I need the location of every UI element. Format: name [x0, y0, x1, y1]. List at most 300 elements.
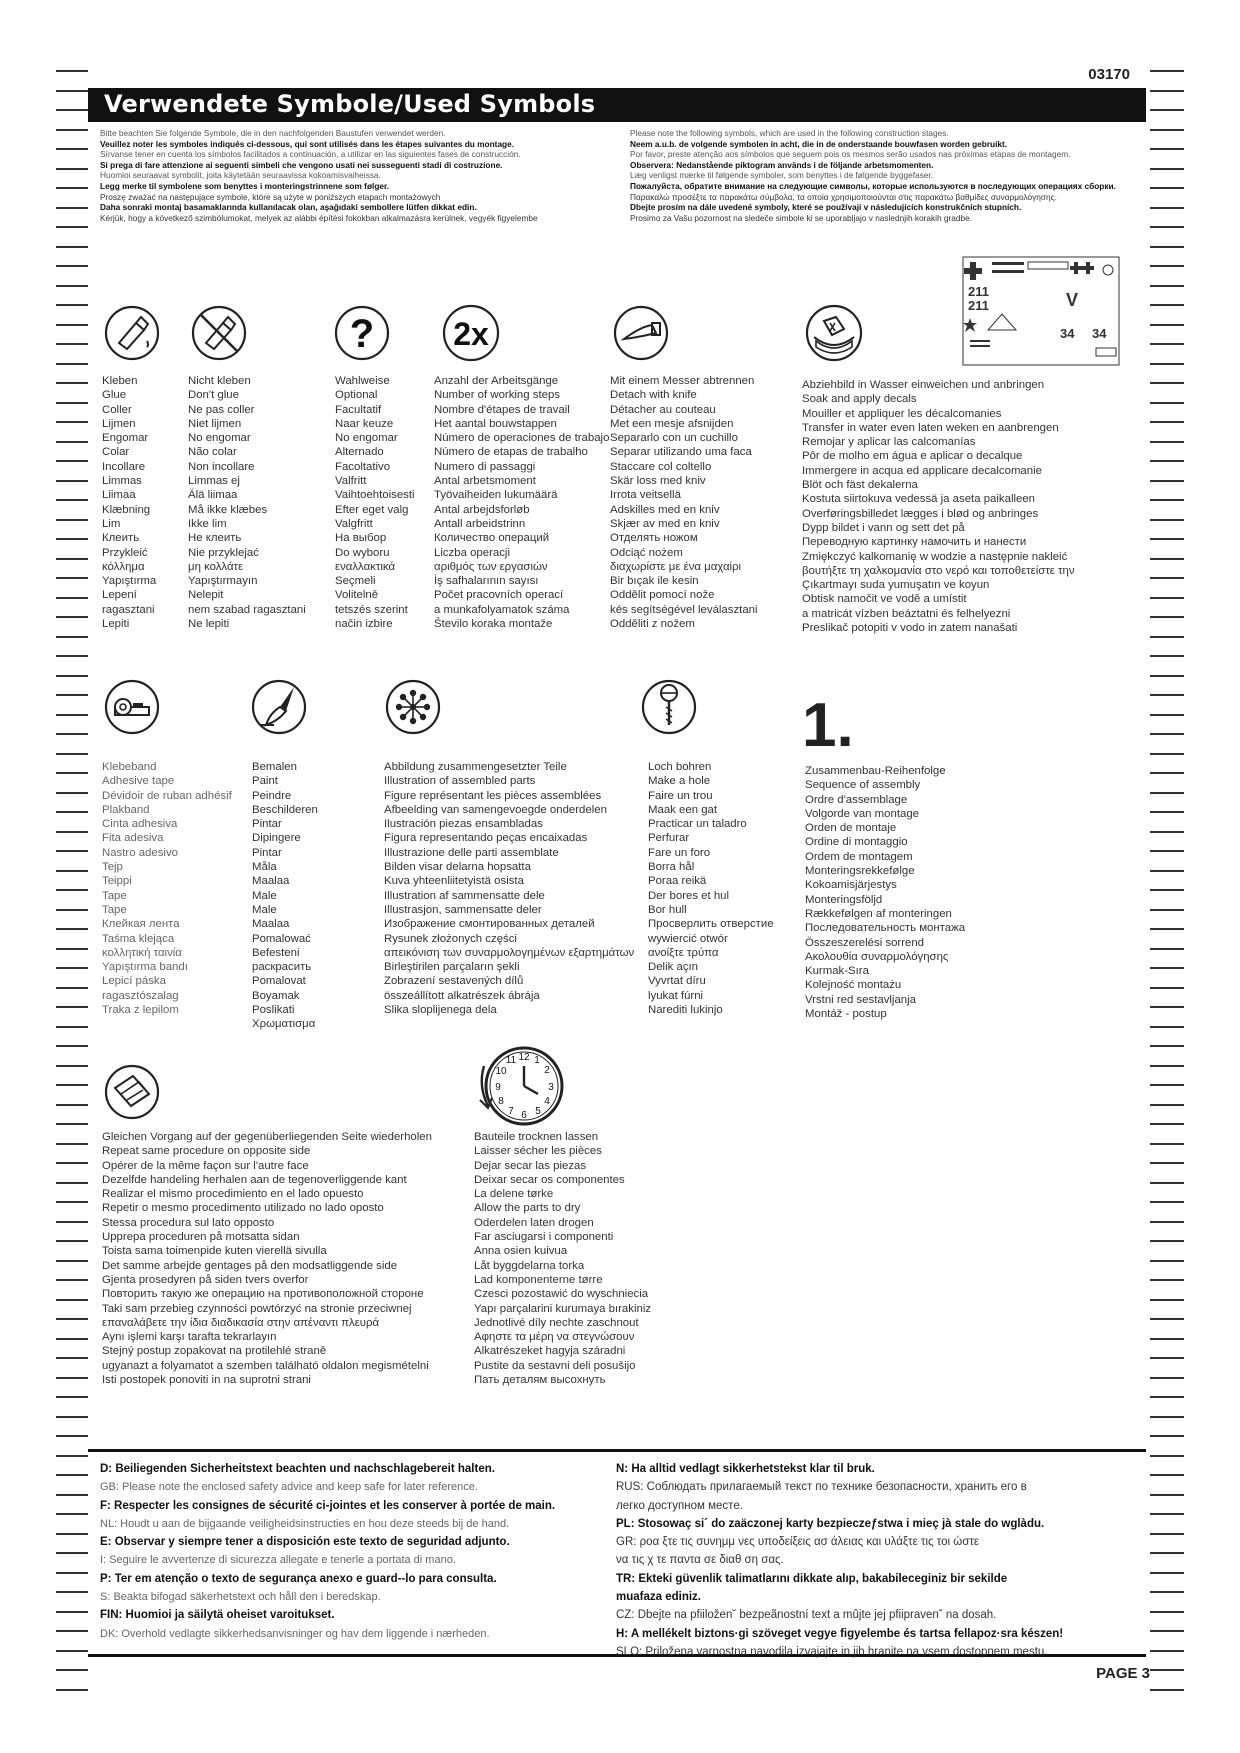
margin-tick [56, 714, 88, 716]
margin-tick [56, 1162, 88, 1164]
paint-labels [252, 760, 318, 1032]
label-line: ανοίξτε τρύπα [648, 946, 719, 959]
label-line: Orden de montaje [805, 822, 897, 835]
label-line: Lijmen [102, 417, 136, 430]
margin-tick [56, 1533, 88, 1535]
margin-tick [1150, 889, 1184, 891]
label-line: kés segítségével leválasztani [610, 603, 758, 616]
label-line: Ordre d'assemblage [805, 793, 908, 806]
page-code: 03170 [1088, 66, 1130, 83]
label-line: Det samme arbejde gentages på den modsatliggende side [102, 1259, 398, 1272]
text-line: Observera: Nedanstående piktogram används i de följande arbetsmomenten. [630, 159, 934, 170]
margin-tick [56, 343, 88, 345]
label-line: Nicht kleben [188, 375, 251, 387]
label-line: Coller [102, 403, 132, 416]
margin-tick [56, 519, 88, 521]
safety-left [100, 1460, 555, 1643]
label-line: Odciąć nożem [610, 546, 683, 559]
label-line: Upprepa proceduren på motsatta sidan [102, 1231, 300, 1244]
margin-tick [1150, 597, 1184, 599]
margin-tick [56, 1182, 88, 1184]
label-line: Limmas [102, 475, 142, 488]
label-line: Não colar [188, 446, 237, 459]
label-line: Dipingere [252, 832, 301, 845]
margin-tick [1150, 558, 1184, 560]
svg-text:2x: 2x [453, 316, 489, 352]
text-line: muafaza ediniz. [616, 1591, 701, 1604]
margin-tick [1150, 967, 1184, 969]
label-line: Delik açın [648, 961, 699, 974]
margin-tick [1150, 1416, 1184, 1418]
question-mark-icon [333, 303, 391, 363]
label-line: ragasztani [102, 603, 155, 616]
margin-tick [56, 636, 88, 638]
label-line: a matricát vízben beáztatni és felhelyezni [802, 607, 1011, 620]
label-line: Abbildung zusammengesetzter Teile [384, 761, 567, 773]
label-line: Bauteile trocknen lassen [474, 1131, 599, 1143]
label-line: Переводную картинку намочить и нанести [802, 536, 1027, 549]
label-line: Zmiękczyć kalkomanię w wodzie a następnie nakleić [802, 550, 1068, 563]
label-line: Fare un foro [648, 846, 711, 859]
margin-tick [1150, 1630, 1184, 1632]
margin-tick [56, 948, 88, 950]
margin-tick [1150, 870, 1184, 872]
label-line: Toista sama toimenpide kuten vierellä sivulla [102, 1245, 327, 1258]
margin-tick [1150, 733, 1184, 735]
margin-tick [1150, 460, 1184, 462]
margin-tick [56, 1357, 88, 1359]
label-line: Birleştirilen parçaların şekli [384, 961, 520, 974]
label-line: Laisser sécher les pièces [474, 1145, 602, 1158]
label-line: Número de etapas de trabalho [434, 446, 588, 459]
text-line: NL: Houdt u aan de bijgaande veiligheidsinstructies en hou deze steeds bij de hand. [100, 1517, 510, 1530]
label-line: Slika sloplijenega dela [384, 1004, 497, 1017]
margin-tick [56, 1669, 88, 1671]
text-line: F: Respecter les consignes de sécurité ci-jointes et les conserver à portée de main. [100, 1499, 556, 1512]
label-line: Detach with knife [610, 389, 697, 402]
label-line: Dévidoir de ruban adhésif [102, 789, 232, 802]
margin-tick [1150, 1650, 1184, 1652]
margin-tick [56, 187, 88, 189]
glue-labels [102, 374, 156, 631]
decal-sheet-icon [962, 256, 1122, 368]
label-line: Afbeelding van samengevoegde onderdelen [384, 803, 607, 816]
margin-tick [56, 616, 88, 618]
label-line: Facultatif [335, 403, 382, 416]
margin-tick [56, 772, 88, 774]
no-glue-icon [190, 303, 248, 363]
margin-tick [1150, 1240, 1184, 1242]
margin-tick [56, 597, 88, 599]
label-line: Paint [252, 775, 278, 788]
label-line: La delene tørke [474, 1188, 554, 1201]
label-line: Alternado [335, 446, 384, 459]
text-line: FIN: Huomioi ja säilytä oheiset varoitukset. [100, 1609, 335, 1622]
no-glue-labels [188, 374, 306, 631]
label-line: Efter eget valg [335, 503, 409, 516]
label-line: Nelepit [188, 589, 224, 602]
margin-tick [1150, 1533, 1184, 1535]
safety-top-rule [88, 1449, 1146, 1452]
label-line: Traka z lepilom [102, 1004, 179, 1017]
margin-tick [1150, 772, 1184, 774]
margin-tick [1150, 1435, 1184, 1437]
label-line: Kuva yhteenliitetyistä osista [384, 875, 524, 888]
margin-tick [56, 226, 88, 228]
margin-tick [56, 1104, 88, 1106]
label-line: Montáž - postup [805, 1008, 887, 1021]
drill-icon [640, 677, 698, 737]
label-line: Volitelně [335, 589, 379, 602]
label-line: Glue [102, 389, 127, 402]
margin-tick [56, 792, 88, 794]
margin-tick [56, 324, 88, 326]
text-line: RUS: Соблюдать прилагаемый текст по технике безопасности, хранить его в [616, 1481, 1027, 1494]
label-line: Ακολουθία συναρμολόγησης [805, 950, 949, 963]
label-line: Male [252, 903, 277, 916]
label-line: Narediti lukinjo [648, 1004, 723, 1017]
label-line: Anzahl der Arbeitsgänge [434, 375, 559, 387]
label-line: Adskilles med en kniv [610, 503, 720, 516]
text-line: H: A mellékelt biztons·gi szöveget vegye figyelembe és tartsa fellapoz·sra készen! [616, 1627, 1064, 1640]
label-line: Çıkartmayı suda yumuşatın ve koyun [802, 579, 990, 592]
clock-icon [474, 1034, 570, 1134]
label-line: Het aantal bouwstappen [434, 417, 557, 430]
margin-tick [56, 1318, 88, 1320]
margin-tick [56, 1455, 88, 1457]
margin-tick [1150, 831, 1184, 833]
text-line: Veuillez noter les symboles indiqués ci-dessous, qui sont utilisés dans les étapes suivantes du montage. [100, 138, 515, 149]
margin-tick [1150, 616, 1184, 618]
margin-tick [1150, 1474, 1184, 1476]
margin-tick [56, 675, 88, 677]
margin-tick [56, 1416, 88, 1418]
count-labels [434, 374, 609, 631]
text-line: S: Beakta bifogad säkerhetstext och håll den i beredskap. [100, 1591, 381, 1604]
label-line: Poraa reikä [648, 875, 707, 888]
margin-tick [1150, 1045, 1184, 1047]
label-line: Lepiti [102, 618, 130, 631]
margin-tick [56, 109, 88, 111]
margin-tick [56, 168, 88, 170]
text-line: DK: Overhold vedlagte sikkerhedsanvisninger og hav dem liggende i nærheden. [100, 1627, 490, 1640]
label-line: Maalaa [252, 918, 290, 931]
margin-tick [56, 1396, 88, 1398]
text-line: N: Ha alltid vedlagt sikkerhetstekst klar til bruk. [616, 1463, 875, 1475]
label-line: Der bores et hul [648, 889, 730, 902]
label-line: Opérer de la même façon sur l'autre face [102, 1159, 309, 1172]
label-line: Número de operaciones de trabajo [434, 432, 610, 445]
label-line: Rækkefølgen af monteringen [805, 907, 952, 920]
margin-tick [56, 811, 88, 813]
svg-text:8: 8 [498, 1096, 504, 1107]
label-line: κολλητική ταινία [102, 946, 182, 959]
label-line: Kostuta siirtokuva vedessä ja aseta paikalleen [802, 493, 1036, 506]
paint-brush-icon [250, 677, 308, 737]
margin-tick [1150, 343, 1184, 345]
text-line: Por favor, preste atenção aos símbolos que seguem pois os mesmos serão usados nas próximas etapas de montagem. [630, 149, 1071, 160]
label-line: Klebeband [102, 761, 157, 773]
margin-tick [56, 246, 88, 248]
margin-tick [56, 753, 88, 755]
tape-labels [102, 760, 232, 1017]
text-line: Kérjük, hogy a következő szimbólumokat, melyek az alábbi építési fokokban alkalmazásra kerülnek, vegyék figyelembe [100, 212, 538, 223]
label-line: Χρωματισμα [252, 1018, 316, 1031]
label-line: μη κολλάτε [188, 560, 244, 573]
margin-tick [1150, 70, 1184, 72]
label-line: Befesteni [252, 946, 300, 959]
margin-tick [56, 733, 88, 735]
label-line: Maak een gat [648, 803, 718, 816]
text-line: TR: Ekteki güvenlik talimatlarını dikkate alıp, bakabileceginiz bir sekilde [616, 1572, 1008, 1585]
svg-text:9: 9 [495, 1082, 501, 1093]
margin-tick [56, 1006, 88, 1008]
svg-text:11: 11 [505, 1055, 517, 1066]
margin-tick [56, 1084, 88, 1086]
text-line: Bitte beachten Sie folgende Symbole, die in den nachfolgenden Baustufen verwendet werden. [100, 128, 446, 138]
label-line: Stejný postup zopakovat na protilehlé straně [102, 1345, 327, 1358]
label-line: Tejp [102, 861, 123, 874]
margin-tick [1150, 382, 1184, 384]
label-line: Wahlweise [335, 375, 390, 387]
label-line: Figura representando peças encaixadas [384, 832, 588, 845]
label-line: Immergere in acqua ed applicare decalcomanie [802, 464, 1042, 477]
margin-tick [1150, 402, 1184, 404]
margin-tick [56, 70, 88, 72]
svg-text:1: 1 [534, 1055, 540, 1066]
label-line: Optional [335, 389, 378, 402]
label-line: Количество операций [434, 532, 550, 545]
label-line: tetszés szerint [335, 603, 408, 616]
text-line: легко доступном месте. [616, 1499, 743, 1512]
label-line: Repeat same procedure on opposite side [102, 1145, 311, 1158]
label-line: Stessa procedura sul lato opposto [102, 1216, 275, 1229]
margin-tick [1150, 207, 1184, 209]
label-line: Boyamak [252, 989, 300, 1002]
margin-tick [1150, 714, 1184, 716]
margin-tick [56, 967, 88, 969]
label-line: Ordem de montagem [805, 850, 913, 863]
text-line: Prosimo za Vašu pozornost na sledeče simbole ki se uporabljajo v naslednjih korakih gradbe. [630, 212, 973, 223]
label-line: Αφηστε τα μέρη να στεγνώσουν [474, 1331, 635, 1344]
label-line: Mouiller et appliquer les décalcomanies [802, 407, 1002, 420]
text-line: Παρακαλώ προσέξτε τα παρακάτω σύμβολα, τα οποία χρησιμοποιούνται στις παρακάτω βαθμίδες συναρμολόγησης. [630, 191, 1057, 202]
label-line: Perfurar [648, 832, 690, 845]
margin-tick [1150, 1006, 1184, 1008]
knife-labels [610, 374, 758, 631]
label-line: wywiercić otwór [648, 932, 728, 945]
label-line: Yapıştırmayın [188, 575, 258, 588]
svg-text:3: 3 [548, 1082, 554, 1093]
label-line: Måla [252, 861, 277, 874]
text-line: Huomioi seuraavat symbolit, joita käytetään seuraavissa kokoamisvaiheissa. [100, 170, 381, 181]
drill-labels [648, 760, 774, 1017]
label-line: Bemalen [252, 761, 297, 773]
label-line: Valfritt [335, 475, 367, 488]
label-line: Työvaiheiden lukumäärä [434, 489, 558, 502]
label-line: Liczba operacji [434, 546, 510, 559]
label-line: Pustite da sestavni deli posušijo [474, 1359, 636, 1372]
text-line: CZ: Dbejte na pfiiložen˘ bezpeãnostní text a mûjte jej pfiipraven˘ na dosah. [616, 1609, 997, 1622]
label-line: Separarlo con un cuchillo [610, 432, 738, 445]
margin-tick [56, 889, 88, 891]
label-line: Practicar un taladro [648, 818, 747, 831]
label-line: Valgfritt [335, 517, 373, 530]
label-line: Monteringsföljd [805, 893, 883, 906]
text-line: Si prega di fare attenzione ai seguenti simbeli che vengono usati nei susseguenti stadi di costruzione. [100, 159, 503, 170]
page-number: PAGE 3 [1096, 1665, 1150, 1682]
label-line: Počet pracovních operací [434, 589, 564, 602]
svg-text:34: 34 [1060, 326, 1075, 341]
margin-tick [1150, 1201, 1184, 1203]
margin-tick [56, 499, 88, 501]
safety-right [616, 1460, 1063, 1661]
text-line: P: Ter em atenção o texto de segurança anexo e guard--lo para consulta. [100, 1572, 497, 1585]
label-line: Yapıştırma [102, 575, 157, 588]
label-line: Lad komponenterne tørre [474, 1273, 603, 1286]
text-line: Daha sonraki montaj basamaklarında kullanılacak olan, aşağıdaki sembollere lütfen dikkat edin. [100, 202, 477, 213]
svg-text:10: 10 [495, 1066, 507, 1077]
margin-tick [56, 1065, 88, 1067]
label-line: Bir bıçak ile kesin [610, 575, 699, 588]
margin-tick [56, 538, 88, 540]
label-line: Beschilderen [252, 803, 318, 816]
dry-labels [474, 1130, 651, 1387]
decal-water-icon [802, 303, 866, 363]
svg-text:4: 4 [544, 1096, 550, 1107]
label-line: ragasztószalag [102, 989, 179, 1002]
margin-tick [1150, 168, 1184, 170]
margin-tick [1150, 1182, 1184, 1184]
label-line: Клейкая лента [102, 918, 180, 931]
label-line: Czesci pozostawić do wyschniecia [474, 1288, 649, 1301]
svg-text:2: 2 [544, 1065, 550, 1076]
label-line: Отделять ножом [610, 532, 698, 545]
margin-tick [56, 1377, 88, 1379]
margin-tick [1150, 753, 1184, 755]
margin-tick [1150, 1143, 1184, 1145]
text-line: Sírvanse tener en cuenta los símbolos facilitados a continuación, a utilizar en las siguientes fases de construcción. [100, 149, 521, 160]
label-line: Colar [102, 446, 130, 459]
left-margin-ticks [56, 70, 88, 1700]
label-line: nem szabad ragasztani [188, 603, 306, 616]
margin-tick [1150, 226, 1184, 228]
margin-tick [1150, 148, 1184, 150]
margin-tick [56, 1299, 88, 1301]
label-line: Pomalovat [252, 975, 306, 988]
label-line: Dejar secar las piezas [474, 1159, 587, 1172]
sequence-labels [805, 764, 965, 1021]
text-line: GB: Please note the enclosed safety advice and keep safe for later reference. [100, 1481, 478, 1494]
label-line: Vrstni red sestavljanja [805, 993, 917, 1006]
margin-tick [1150, 1221, 1184, 1223]
label-line: Far asciugarsi i componenti [474, 1231, 614, 1244]
margin-tick [1150, 928, 1184, 930]
text-line: PL: Stosowaç si´ do zaäczonej karty bezpieczeƒstwa i mieç jà stale do wglàdu. [616, 1517, 1045, 1530]
svg-text:6: 6 [521, 1110, 527, 1121]
label-line: Låt byggdelarna torka [474, 1259, 585, 1272]
margin-tick [1150, 187, 1184, 189]
text-line: GR: ροα ξτε τις συνημμ νες υποδείξεις ασ άλειας και υλάξτε τις τοι ώστε [616, 1536, 980, 1549]
margin-tick [56, 90, 88, 92]
label-line: Deixar secar os componentes [474, 1173, 625, 1186]
svg-text:211: 211 [968, 284, 989, 299]
svg-text:34: 34 [1092, 326, 1107, 341]
text-line: D: Beiliegenden Sicherheitstext beachten und nachschlagebereit halten. [100, 1463, 495, 1475]
label-line: Naar keuze [335, 417, 394, 430]
margin-tick [56, 265, 88, 267]
assembled-parts-icon [384, 677, 442, 737]
label-line: İş safhalarının sayısı [434, 575, 539, 588]
label-line: Tape [102, 903, 127, 916]
label-line: Dypp bildet i vann og sett det på [802, 521, 965, 534]
label-line: αριθμός των εργασιών [434, 560, 548, 573]
margin-tick [1150, 324, 1184, 326]
label-line: Ne pas coller [188, 403, 255, 416]
adhesive-tape-icon [103, 677, 161, 737]
label-line: Taki sam przebieg czynności powtórzyć na stronie przeciwnej [102, 1302, 412, 1315]
label-line: Limmas ej [188, 475, 240, 488]
label-line: Met een mesje afsnijden [610, 417, 734, 430]
label-line: No engomar [188, 432, 251, 445]
margin-tick [1150, 1455, 1184, 1457]
margin-tick [1150, 1494, 1184, 1496]
margin-tick [56, 1260, 88, 1262]
label-line: επαναλάβετε την ίδια διαδικασία στην απέναντι πλευρά [102, 1316, 380, 1329]
margin-tick [56, 1221, 88, 1223]
label-line: Gleichen Vorgang auf der gegenüberliegenden Seite wiederholen [102, 1131, 432, 1143]
label-line: Realizar el mismo procedimiento en el lado opuesto [102, 1188, 364, 1201]
margin-tick [1150, 1123, 1184, 1125]
margin-tick [56, 558, 88, 560]
label-line: Oddělit pomocí nože [610, 589, 715, 602]
margin-tick [56, 577, 88, 579]
margin-tick [1150, 1260, 1184, 1262]
label-line: Volgorde van montage [805, 807, 919, 820]
margin-tick [56, 1026, 88, 1028]
margin-tick [56, 1201, 88, 1203]
text-line: E: Observar y siempre tener a disposición este texto de seguridad adjunto. [100, 1536, 510, 1549]
margin-tick [56, 1435, 88, 1437]
right-margin-ticks [1150, 70, 1184, 1700]
label-line: Ilustración piezas ensambladas [384, 818, 543, 831]
margin-tick [56, 987, 88, 989]
margin-tick [1150, 1591, 1184, 1593]
margin-tick [1150, 1396, 1184, 1398]
knife-icon [612, 303, 670, 363]
label-line: Gjenta prosedyren på siden tvers overfor [102, 1273, 309, 1286]
margin-tick [56, 1123, 88, 1125]
label-line: Skjær av med en kniv [610, 517, 720, 530]
label-line: Staccare col coltello [610, 460, 712, 473]
label-line: Figure représentant les pièces assemblées [384, 789, 602, 802]
margin-tick [56, 1474, 88, 1476]
margin-tick [56, 480, 88, 482]
margin-tick [1150, 1357, 1184, 1359]
margin-tick [1150, 246, 1184, 248]
label-line: a munkafolyamatok száma [434, 603, 570, 616]
margin-tick [1150, 1513, 1184, 1515]
svg-text:?: ? [349, 312, 375, 356]
label-line: Number of working steps [434, 389, 560, 402]
label-line: Zusammenbau-Reihenfolge [805, 765, 946, 777]
margin-tick [1150, 1026, 1184, 1028]
title-banner [88, 88, 1146, 122]
margin-tick [56, 1572, 88, 1574]
label-line: εναλλακτικά [335, 560, 396, 573]
assembled-labels [384, 760, 634, 1017]
text-line: SLO: Priložena varnostna navodila izvajajte in jih hranite na vsem dostopnem mestu. [616, 1645, 1048, 1658]
